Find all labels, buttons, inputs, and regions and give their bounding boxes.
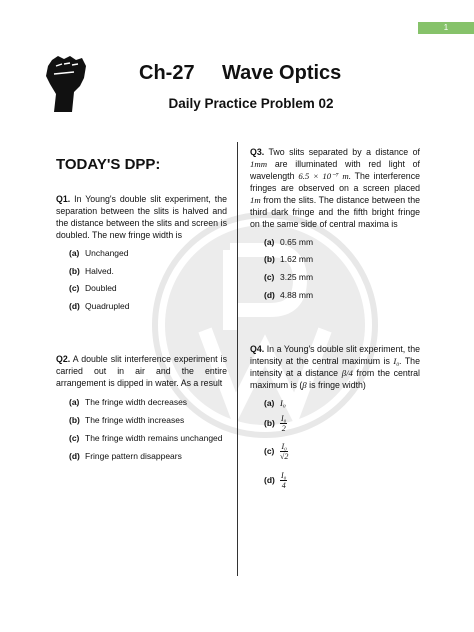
question-4-number: Q4. [250,344,265,354]
question-2 [56,353,227,389]
question-2-number: Q2. [56,354,71,364]
question-3: Q3. Two slits separated by a distance of 1mm are illuminated with red light of wavelength 6.5 × 10⁻⁷ m. The interference fringes are observed on a screen placed 1m from the slits. The distance between the third dark fringe and the fifth bright fringe on the same side of central maxima is [250,147,420,229]
q1-option-b: (b) Halved. [69,266,114,276]
question-1-text: In Young's double slit experiment, the separation between the slits is halved and the distance between the slits and screen is doubled. The new fringe width is [56,194,227,240]
q4-option-b-fraction: $\frac{\text{I₀}}{2}$ [281,414,287,433]
q3-option-a: (a) 0.65 mm [264,237,314,247]
q4-option-c: (c) $\frac{\text{I₀}}{√2}$ [264,442,289,461]
page-subtitle: Daily Practice Problem 02 [168,96,334,111]
page-number-badge: 1 [418,22,474,34]
q2-option-a: (a) The fringe width decreases [69,397,188,407]
q3-option-c: (c) 3.25 mm [264,272,314,282]
math-screen-distance: 1m [250,195,261,205]
topic-label: Wave Optics [222,62,342,84]
q1-option-d: (d) Quadrupled [69,301,130,311]
math-central-intensity: I₀. [393,356,402,366]
math-quarter-fringe: β/4 [341,368,353,378]
q4-option-d-fraction: $\frac{\text{I₀}}{4}$ [281,471,287,490]
question-4: Q4. In a Young's double slit experiment, the intensity at the central maximum is I₀. The intensity at a distance β/4 from the central maximum is (β is fringe width) [250,344,420,390]
math-wavelength: 6.5 × 10⁻⁷ m. [298,171,351,181]
section-heading: TODAY'S DPP: [56,156,161,173]
column-divider [237,142,238,576]
q1-option-c: (c) Doubled [69,283,117,293]
chapter-label: Ch-27 [139,62,195,84]
q2-option-c: (c) The fringe width remains unchanged [69,433,223,443]
q4-option-a: (a) I₀ [264,398,286,408]
question-1 [56,193,227,241]
question-1-number: Q1. [56,194,71,204]
q4-option-d: (d) $\frac{\text{I₀}}{4}$ [264,471,287,490]
q2-option-d: (d) Fringe pattern disappears [69,451,182,461]
question-2-text: A double slit interference experiment is carried out in air and the entire arrangement is dipped in water. As a result [56,354,227,388]
q4-option-c-fraction: $\frac{\text{I₀}}{√2}$ [280,442,289,461]
q4-option-b: (b) $\frac{\text{I₀}}{2}$ [264,414,287,433]
q3-option-b: (b) 1.62 mm [264,254,314,264]
question-3-number: Q3. [250,147,265,157]
math-slit-distance: 1mm [250,159,268,169]
math-beta: β [302,380,307,390]
q1-option-a: (a) Unchanged [69,248,129,258]
q2-option-b: (b) The fringe width increases [69,415,185,425]
q3-option-d: (d) 4.88 mm [264,290,314,300]
